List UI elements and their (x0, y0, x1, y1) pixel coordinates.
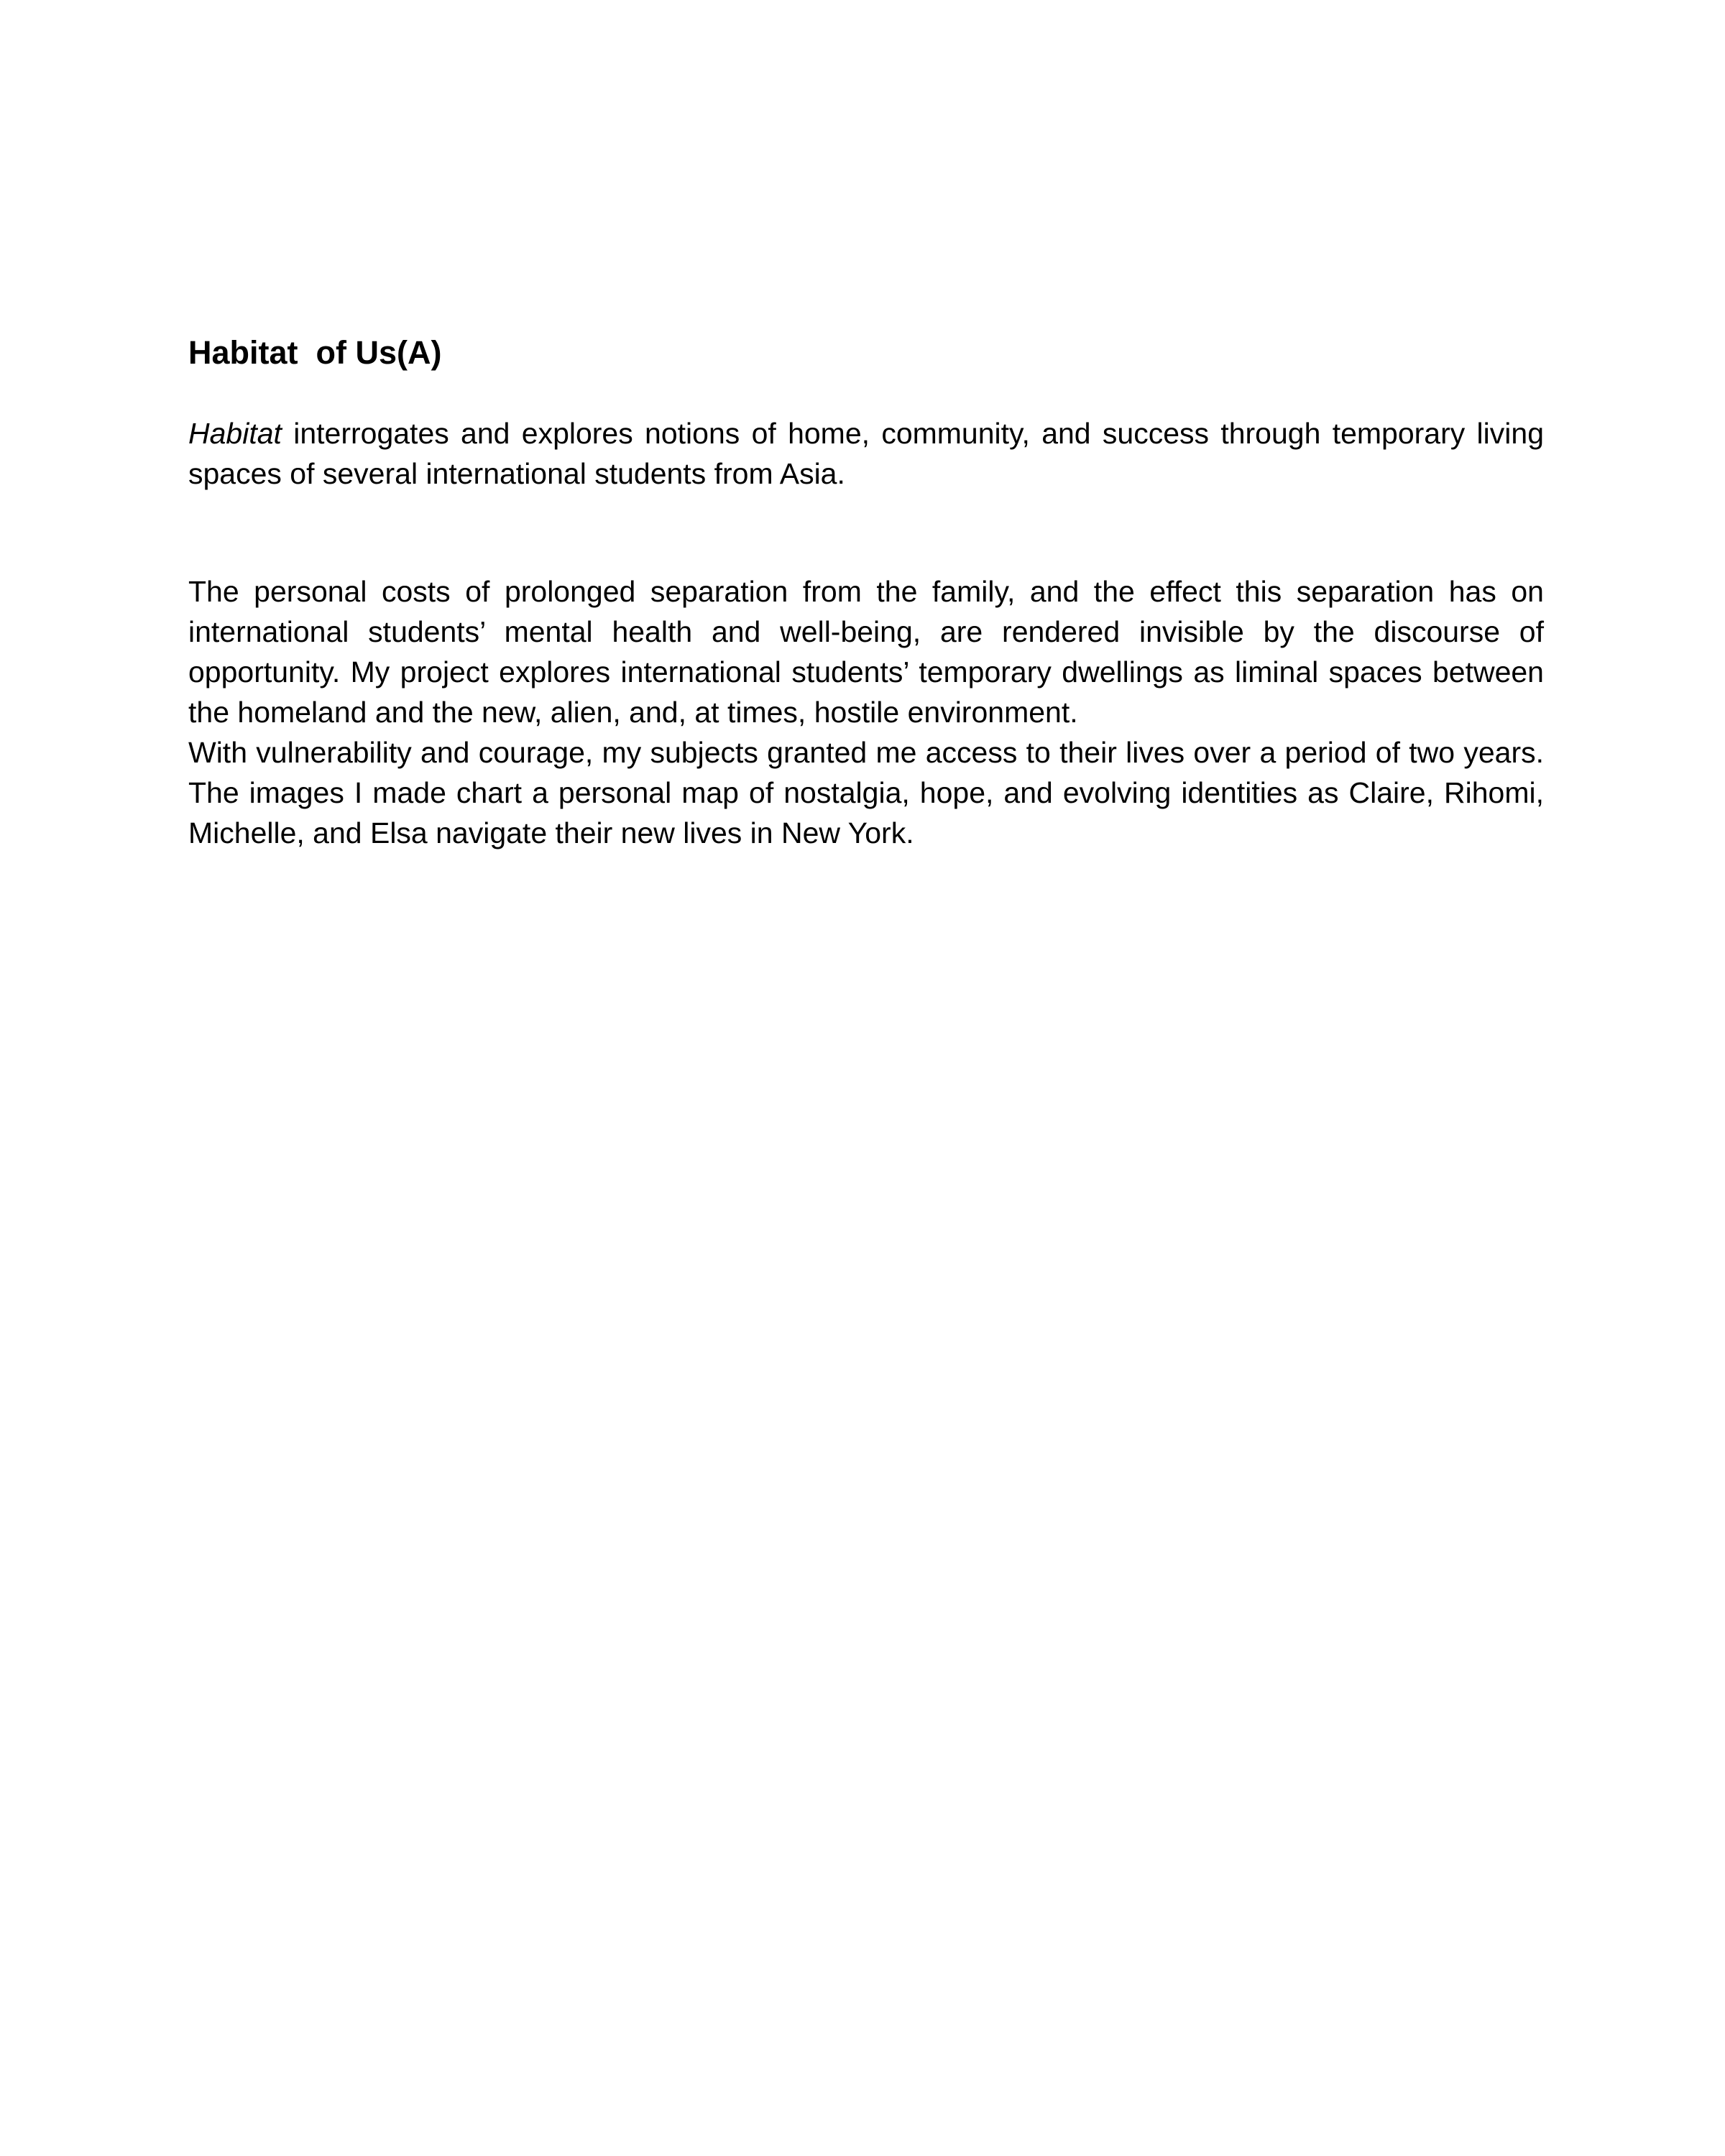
document-title: Habitat of Us(A) (188, 334, 442, 371)
intro-text: interrogates and explores notions of home, community, and success through temporary living spaces of several international students from Asia. (188, 417, 1544, 490)
intro-paragraph (188, 413, 1544, 494)
body-paragraph-separation: The personal costs of prolonged separation from the family, and the effect this separation has on international students’ mental health and well-being, are rendered invisible by the discourse of opportunity. My project explores international students’ temporary dwellings as liminal spaces between the homeland and the new, alien, and, at times, hostile environment. (188, 575, 1544, 729)
intro-italic-word: Habitat (188, 417, 282, 450)
body-paragraph-subjects: With vulnerability and courage, my subjects granted me access to their lives over a period of two years. The images I made chart a personal map of nostalgia, hope, and evolving identities as Claire, Rihomi, Michelle, and Elsa navigate their new lives in New York. (188, 736, 1544, 849)
document-body (188, 327, 1544, 853)
